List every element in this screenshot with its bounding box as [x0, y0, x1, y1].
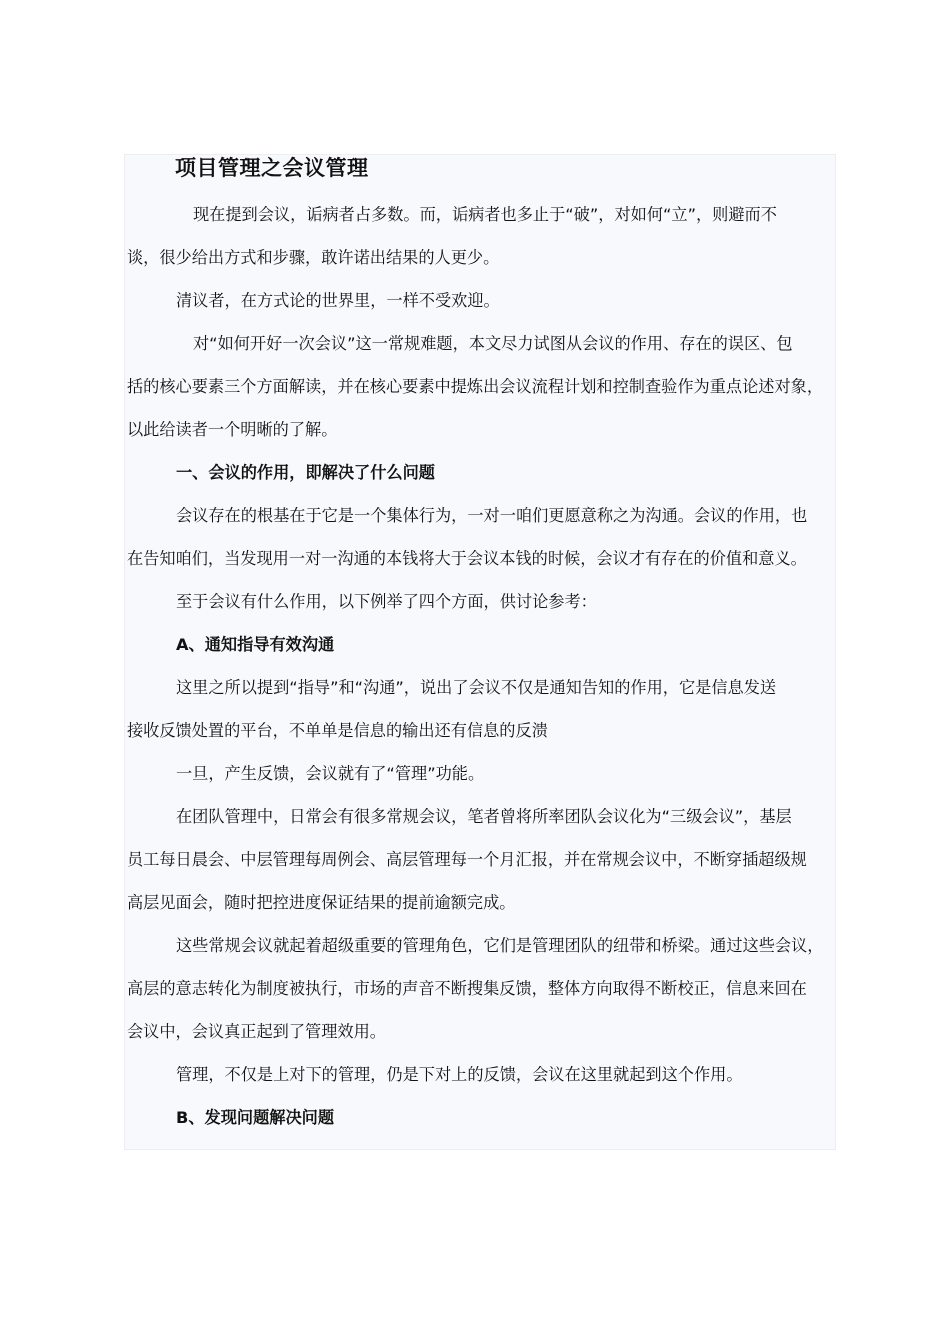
paragraph-8-line-1: 在团队管理中，日常会有很多常规会议，笔者曾将所率团队会议化为“三级会议”，基层 [176, 807, 792, 826]
paragraph-7: 一旦，产生反馈，会议就有了“管理”功能。 [176, 764, 485, 783]
document-title: 项目管理之会议管理 [175, 156, 369, 180]
paragraph-6-line-1: 这里之所以提到“指导”和“沟通”，说出了会议不仅是通知告知的作用，它是信息发送 [176, 678, 777, 697]
paragraph-9-line-1: 这些常规会议就起着超级重要的管理角色，它们是管理团队的纽带和桥梁。通过这些会议， [176, 936, 824, 955]
paragraph-4-line-1: 会议存在的根基在于它是一个集体行为，一对一咱们更愿意称之为沟通。会议的作用，也 [176, 506, 808, 525]
section-heading-1: 一、会议的作用，即解决了什么问题 [176, 463, 435, 482]
subsection-heading-b: B、发现问题解决问题 [176, 1108, 335, 1127]
paragraph-6-line-2: 接收反馈处置的平台，不单单是信息的输出还有信息的反溃 [127, 721, 548, 740]
paragraph-10: 管理，不仅是上对下的管理，仍是下对上的反馈，会议在这里就起到这个作用。 [176, 1065, 743, 1084]
paragraph-8-line-3: 高层见面会，随时把控进度保证结果的提前逾额完成。 [127, 893, 516, 912]
paragraph-3-line-1: 对“如何开好一次会议”这一常规难题，本文尽力试图从会议的作用、存在的误区、包 [193, 334, 793, 353]
paragraph-9-line-3: 会议中，会议真正起到了管理效用。 [127, 1022, 386, 1041]
paragraph-1-line-2: 谈，很少给出方式和步骤，敢许诺出结果的人更少。 [127, 248, 500, 267]
paragraph-9-line-2: 高层的意志转化为制度被执行，市场的声音不断搜集反馈，整体方向取得不断校正，信息来回在 [127, 979, 807, 998]
paragraph-8-line-2: 员工每日晨会、中层管理每周例会、高层管理每一个月汇报，并在常规会议中，不断穿插超级规 [127, 850, 807, 869]
paragraph-1-line-1: 现在提到会议，诟病者占多数。而，诟病者也多止于“破”，对如何“立”，则避而不 [193, 205, 777, 224]
paragraph-4-line-2: 在告知咱们，当发现用一对一沟通的本钱将大于会议本钱的时候，会议才有存在的价值和意义。 [127, 549, 807, 568]
subsection-heading-a: A、通知指导有效沟通 [176, 635, 335, 654]
paragraph-2: 清议者，在方式论的世界里，一样不受欢迎。 [176, 291, 500, 310]
paragraph-3-line-2: 括的核心要素三个方面解读，并在核心要素中提炼出会议流程计划和控制查验作为重点论述对象， [127, 377, 824, 396]
paragraph-3-line-3: 以此给读者一个明晰的了解。 [127, 420, 338, 439]
paragraph-5: 至于会议有什么作用，以下例举了四个方面，供讨论参考： [176, 592, 597, 611]
